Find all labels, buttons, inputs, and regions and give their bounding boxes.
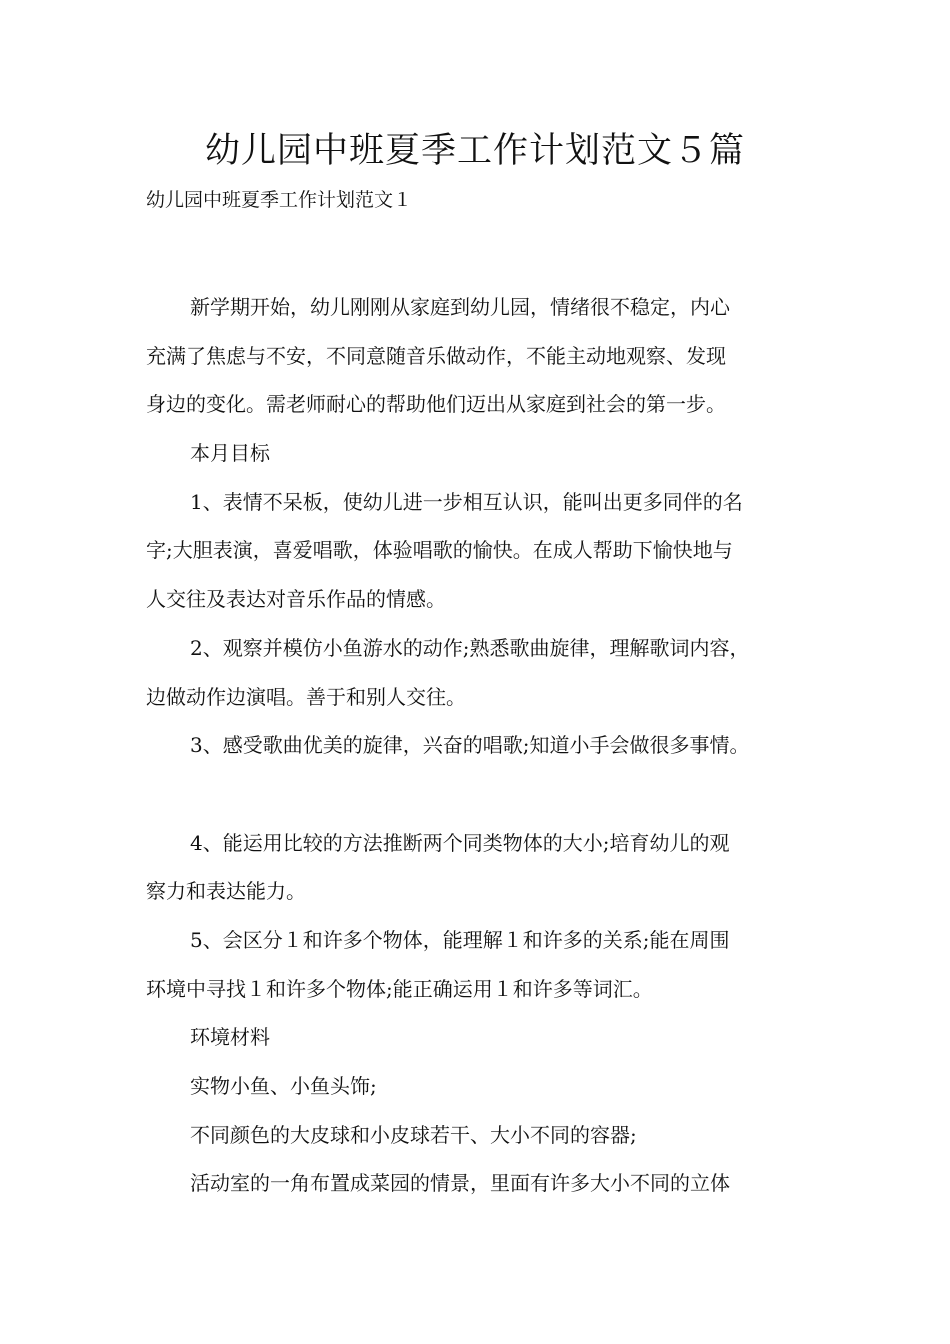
paragraph-line: 实物小鱼、小鱼头饰; [190, 1074, 377, 1098]
document-body [146, 283, 816, 1208]
paragraph-line: 边做动作边演唱。善于和别人交往。 [146, 684, 466, 709]
paragraph-line: 不同颜色的大皮球和小皮球若干、大小不同的容器; [190, 1122, 637, 1147]
paragraph-line: 2、观察并模仿小鱼游水的动作;熟悉歌曲旋律，理解歌词内容， [190, 635, 750, 660]
paragraph-line: 察力和表达能力。 [146, 879, 306, 904]
paragraph-line: 1、表情不呆板，使幼儿进一步相互认识，能叫出更多同伴的名 [190, 489, 743, 514]
document-subtitle: 幼儿园中班夏季工作计划范文１ [146, 189, 413, 211]
blank-line [146, 770, 816, 819]
section-heading: 本月目标 [190, 441, 270, 466]
document-title: 幼儿园中班夏季工作计划范文５篇 [204, 131, 745, 171]
paragraph-line: 5、会区分１和许多个物体，能理解１和许多的关系;能在周围 [190, 927, 730, 952]
paragraph-line: 人交往及表达对音乐作品的情感。 [146, 587, 446, 612]
paragraph-line: 新学期开始，幼儿刚刚从家庭到幼儿园，情绪很不稳定，内心 [190, 295, 730, 319]
paragraph-line: 3、感受歌曲优美的旋律，兴奋的唱歌;知道小手会做很多事情。 [190, 733, 750, 758]
section-heading: 环境材料 [190, 1025, 270, 1050]
paragraph-line: 充满了焦虑与不安，不同意随音乐做动作，不能主动地观察、发现 [146, 343, 726, 368]
paragraph-line: 活动室的一角布置成菜园的情景，里面有许多大小不同的立体 [190, 1171, 730, 1196]
paragraph-line: 4、能运用比较的方法推断两个同类物体的大小;培育幼儿的观 [190, 830, 730, 855]
paragraph-line: 字;大胆表演，喜爱唱歌，体验唱歌的愉快。在成人帮助下愉快地与 [146, 538, 733, 563]
paragraph-line: 身边的变化。需老师耐心的帮助他们迈出从家庭到社会的第一步。 [146, 392, 726, 417]
paragraph-line: 环境中寻找１和许多个物体;能正确运用１和许多等词汇。 [146, 976, 653, 1001]
